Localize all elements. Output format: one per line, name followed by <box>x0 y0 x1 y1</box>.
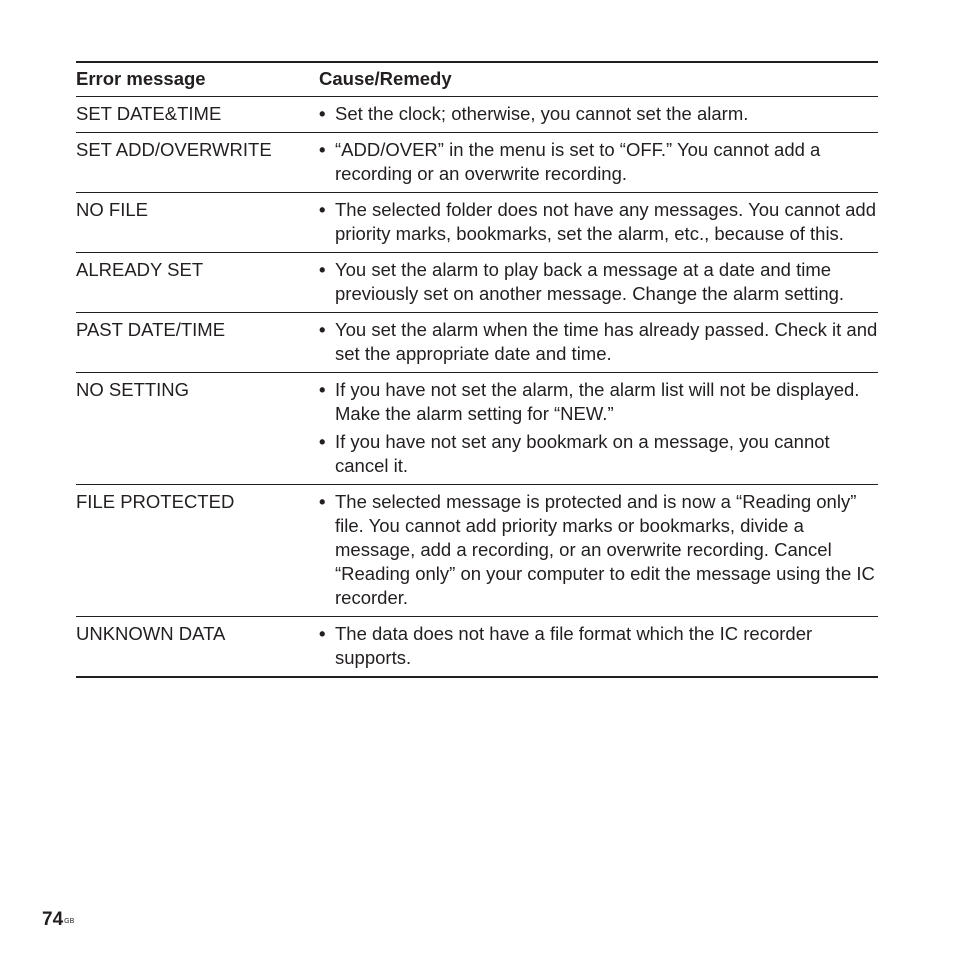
error-message-cell: NO FILE <box>76 199 148 220</box>
remedy-text: The selected message is protected and is now a “Reading only” file. You cannot add priority marks or bookmarks, divide a message, add a recording, or an overwrite recording. Cancel “Reading only” on your computer to edit the message using the IC recorder. <box>335 491 875 608</box>
remedy-item <box>319 490 878 610</box>
remedy-list <box>319 102 878 126</box>
cause-remedy-cell <box>319 133 878 193</box>
header-error-message: Error message <box>76 68 206 89</box>
error-message-cell: PAST DATE/TIME <box>76 319 226 340</box>
table-body <box>76 97 878 678</box>
remedy-list <box>319 378 878 478</box>
error-message-cell: ALREADY SET <box>76 259 204 280</box>
bullet-icon: • <box>319 259 326 280</box>
bullet-icon: • <box>319 491 326 512</box>
cause-remedy-cell <box>319 617 878 678</box>
remedy-list <box>319 198 878 246</box>
bullet-icon: • <box>319 319 326 340</box>
remedy-item <box>319 430 878 478</box>
error-message-table <box>76 61 878 678</box>
table-header-row <box>76 62 878 97</box>
remedy-text: The data does not have a file format which the IC recorder supports. <box>335 623 813 668</box>
remedy-text: “ADD/OVER” in the menu is set to “OFF.” You cannot add a recording or an overwrite recording. <box>335 139 821 184</box>
remedy-text: Set the clock; otherwise, you cannot set the alarm. <box>335 103 749 124</box>
page-number-value: 74 <box>42 909 64 930</box>
remedy-list <box>319 258 878 306</box>
table-row <box>76 253 878 313</box>
page-region-suffix: GB <box>64 918 75 925</box>
remedy-list <box>319 622 878 670</box>
bullet-icon: • <box>319 199 326 220</box>
table-row <box>76 313 878 373</box>
bullet-icon: • <box>319 431 326 452</box>
remedy-item <box>319 102 878 126</box>
bullet-icon: • <box>319 139 326 160</box>
remedy-text: You set the alarm to play back a message at a date and time previously set on another message. Change the alarm setting. <box>335 259 845 304</box>
remedy-item <box>319 258 878 306</box>
remedy-text: If you have not set the alarm, the alarm list will not be displayed. Make the alarm setting for “NEW.” <box>335 379 860 424</box>
cause-remedy-cell <box>319 313 878 373</box>
bullet-icon: • <box>319 623 326 644</box>
error-message-cell: NO SETTING <box>76 379 190 400</box>
remedy-list <box>319 490 878 610</box>
remedy-item <box>319 622 878 670</box>
cause-remedy-cell <box>319 485 878 617</box>
page-number <box>42 909 74 931</box>
table-row <box>76 133 878 193</box>
header-cause-remedy: Cause/Remedy <box>319 68 452 89</box>
remedy-list <box>319 138 878 186</box>
table-row <box>76 485 878 617</box>
table-row <box>76 617 878 678</box>
remedy-text: The selected folder does not have any messages. You cannot add priority marks, bookmarks, set the alarm, etc., because of this. <box>335 199 876 244</box>
remedy-item <box>319 318 878 366</box>
remedy-text: If you have not set any bookmark on a message, you cannot cancel it. <box>335 431 830 476</box>
error-message-table-container <box>76 61 878 678</box>
error-message-cell: SET ADD/OVERWRITE <box>76 139 272 160</box>
table-row <box>76 193 878 253</box>
remedy-list <box>319 318 878 366</box>
table-row <box>76 373 878 485</box>
cause-remedy-cell <box>319 97 878 133</box>
bullet-icon: • <box>319 379 326 400</box>
error-message-cell: FILE PROTECTED <box>76 491 235 512</box>
remedy-text: You set the alarm when the time has already passed. Check it and set the appropriate date and time. <box>335 319 878 364</box>
table-row <box>76 97 878 133</box>
cause-remedy-cell <box>319 373 878 485</box>
remedy-item <box>319 378 878 426</box>
remedy-item <box>319 198 878 246</box>
remedy-item <box>319 138 878 186</box>
cause-remedy-cell <box>319 193 878 253</box>
bullet-icon: • <box>319 103 326 124</box>
error-message-cell: SET DATE&TIME <box>76 103 222 124</box>
cause-remedy-cell <box>319 253 878 313</box>
error-message-cell: UNKNOWN DATA <box>76 623 226 644</box>
